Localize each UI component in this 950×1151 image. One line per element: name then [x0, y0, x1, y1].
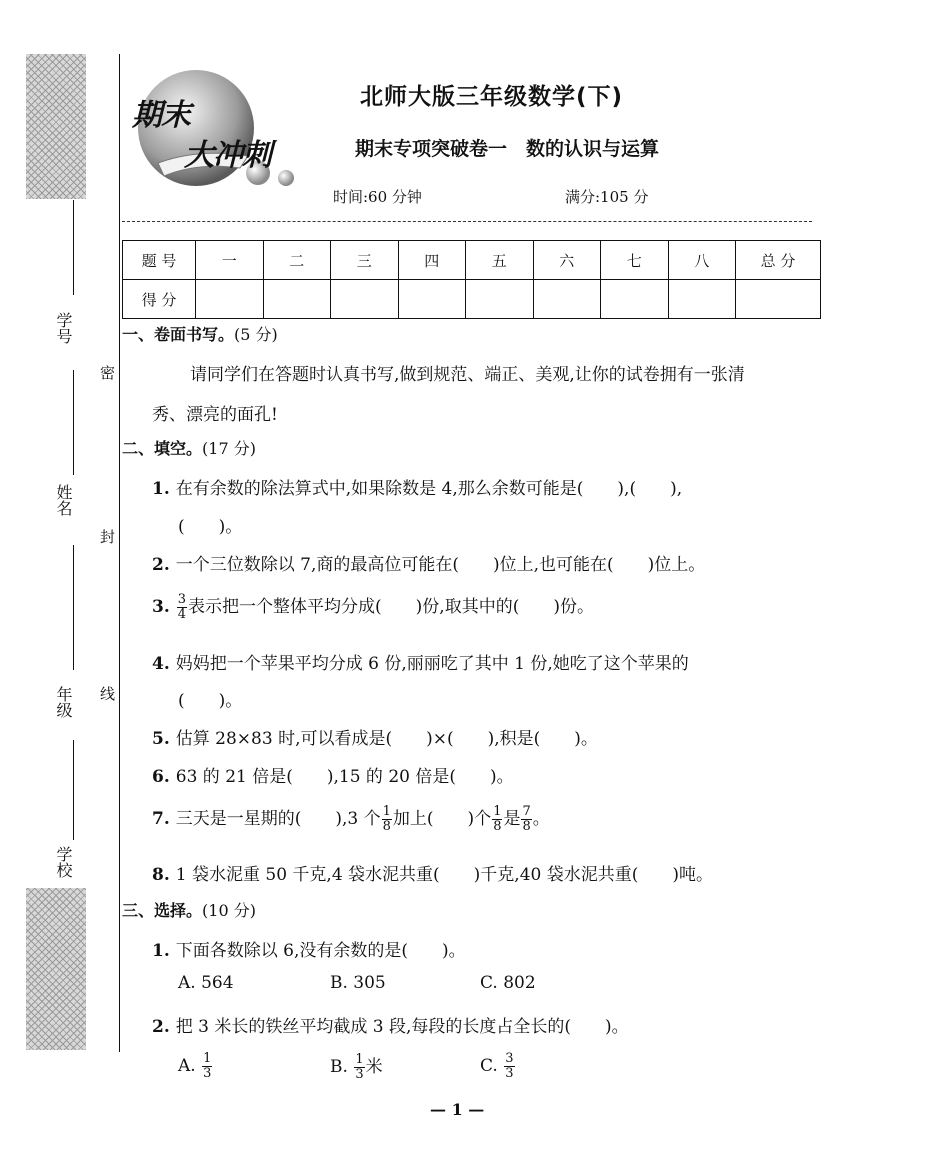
- fraction: [382, 805, 392, 834]
- denominator: 3: [203, 1066, 212, 1081]
- section-1-heading: [122, 322, 278, 345]
- numerator: 1: [203, 1051, 212, 1066]
- question-number: 4.: [152, 654, 170, 674]
- question-2-8: [152, 860, 713, 885]
- score-cell[interactable]: [533, 280, 601, 319]
- seal-char-xian: 线: [100, 685, 116, 703]
- score-cell[interactable]: [601, 280, 669, 319]
- score-cell[interactable]: [736, 280, 821, 319]
- blank-line-2: [73, 370, 74, 475]
- page-title: 北师大版三年级数学(下): [360, 84, 624, 110]
- option-c[interactable]: C. 802: [480, 973, 536, 993]
- section-2-heading: [122, 436, 256, 459]
- unit: 米: [365, 1057, 383, 1077]
- score-cell[interactable]: [668, 280, 736, 319]
- section-3-title: 三、选择。: [122, 901, 203, 920]
- numerator: 1: [355, 1052, 364, 1067]
- question-2-4-cont: ( )。: [178, 691, 243, 711]
- denominator: 3: [355, 1067, 364, 1082]
- fraction: [354, 1053, 364, 1082]
- label-name: 姓名: [54, 484, 73, 516]
- blank-line-1: [73, 200, 74, 295]
- option-b[interactable]: B. 305: [330, 973, 386, 993]
- question-text: 把 3 米长的铁丝平均截成 3 段,每段的长度占全长的( )。: [175, 1017, 629, 1037]
- question-text: 估算 28×83 时,可以看成是( )×( ),积是( )。: [175, 729, 598, 749]
- question-number: 2.: [152, 1017, 170, 1037]
- question-text: 表示把一个整体平均分成( )份,取其中的( )份。: [188, 597, 594, 617]
- question-number: 2.: [152, 555, 170, 575]
- denominator: 8: [522, 819, 531, 834]
- denominator: 8: [382, 819, 391, 834]
- question-number: 7.: [152, 809, 170, 829]
- question-3-1: [152, 936, 466, 961]
- question-number: 6.: [152, 767, 170, 787]
- option-c[interactable]: [480, 1052, 516, 1081]
- score-header-cell: 八: [668, 241, 736, 280]
- question-text: 在有余数的除法算式中,如果除数是 4,那么余数可能是( ),( ),: [175, 479, 683, 499]
- section-2-title: 二、填空。: [122, 439, 203, 458]
- label-grade: 年级: [54, 686, 73, 718]
- section-2-points: (17 分): [202, 439, 256, 458]
- binding-line: [119, 54, 120, 1052]
- question-text: 1 袋水泥重 50 千克,4 袋水泥共重( )千克,40 袋水泥共重( )吨。: [175, 865, 714, 885]
- exam-full-score: 满分:105 分: [565, 188, 649, 206]
- section-1-text-1: 请同学们在答题时认真书写,做到规范、端正、美观,让你的试卷拥有一张清: [190, 365, 745, 385]
- fraction: [177, 593, 187, 622]
- section-1-text-2: 秀、漂亮的面孔!: [152, 405, 278, 425]
- score-table-header-row: [123, 241, 821, 280]
- score-header-cell: 五: [466, 241, 534, 280]
- option-label: B.: [330, 1057, 348, 1077]
- score-header-cell: 六: [533, 241, 601, 280]
- logo-text-2: 大冲刺: [184, 138, 271, 173]
- denominator: 4: [177, 607, 187, 622]
- blank-line-3: [73, 545, 74, 670]
- page-number: — 1 —: [430, 1100, 485, 1119]
- question-2-1: [152, 474, 682, 499]
- numerator: 3: [177, 592, 187, 607]
- fraction: [492, 805, 502, 834]
- score-cell[interactable]: [466, 280, 534, 319]
- score-cell[interactable]: [263, 280, 331, 319]
- question-text: 是: [503, 809, 521, 829]
- numerator: 1: [382, 804, 391, 819]
- blank-line-4: [73, 740, 74, 840]
- question-number: 3.: [152, 597, 170, 617]
- question-text: 妈妈把一个苹果平均分成 6 份,丽丽吃了其中 1 份,她吃了这个苹果的: [175, 654, 689, 674]
- option-a[interactable]: A. 564: [178, 973, 234, 993]
- section-1-title: 一、卷面书写。: [122, 325, 235, 344]
- option-b[interactable]: [330, 1052, 383, 1082]
- score-header-cell: 一: [196, 241, 264, 280]
- score-header-cell: 三: [331, 241, 399, 280]
- logo-text-1: 期末: [132, 98, 190, 133]
- score-header-cell: 四: [398, 241, 466, 280]
- fraction: [202, 1052, 212, 1081]
- question-text: 三天是一星期的( ),3 个: [175, 809, 381, 829]
- question-2-7: [152, 804, 550, 834]
- question-2-2: [152, 550, 705, 575]
- score-header-cell: 二: [263, 241, 331, 280]
- score-table-score-row: [123, 280, 821, 319]
- option-label: C.: [480, 1056, 498, 1076]
- page-subtitle: 期末专项突破卷一 数的认识与运算: [355, 138, 660, 160]
- score-cell[interactable]: [331, 280, 399, 319]
- score-header-cell: 题 号: [123, 241, 196, 280]
- score-row-label: 得 分: [123, 280, 196, 319]
- fraction: [521, 805, 531, 834]
- seal-char-feng: 封: [100, 528, 116, 546]
- question-2-3: [152, 592, 594, 622]
- question-number: 1.: [152, 941, 170, 961]
- question-text: 63 的 21 倍是( ),15 的 20 倍是( )。: [175, 767, 514, 787]
- option-label: A.: [178, 1056, 196, 1076]
- binding-pattern-top: [26, 54, 86, 199]
- section-1-points: (5 分): [234, 325, 278, 344]
- label-school: 学校: [54, 846, 73, 878]
- logo: [128, 68, 303, 193]
- numerator: 3: [505, 1051, 514, 1066]
- option-a[interactable]: [178, 1052, 213, 1081]
- question-3-2: [152, 1012, 629, 1037]
- numerator: 7: [522, 804, 531, 819]
- question-2-5: [152, 724, 598, 749]
- question-number: 5.: [152, 729, 170, 749]
- section-3-points: (10 分): [202, 901, 256, 920]
- question-number: 8.: [152, 865, 170, 885]
- question-2-1-cont: ( )。: [178, 517, 243, 537]
- label-student-id: 学号: [54, 312, 73, 344]
- denominator: 8: [493, 819, 502, 834]
- question-2-4: [152, 649, 689, 674]
- seal-char-mi: 密: [100, 364, 116, 382]
- question-number: 1.: [152, 479, 170, 499]
- header-divider: [122, 221, 812, 222]
- question-2-6: [152, 762, 514, 787]
- fraction: [504, 1052, 514, 1081]
- section-3-heading: [122, 898, 256, 921]
- binding-pattern-bottom: [26, 888, 86, 1050]
- score-header-cell: 总 分: [736, 241, 821, 280]
- score-header-cell: 七: [601, 241, 669, 280]
- denominator: 3: [505, 1066, 514, 1081]
- score-cell[interactable]: [398, 280, 466, 319]
- question-text: 一个三位数除以 7,商的最高位可能在( )位上,也可能在( )位上。: [175, 555, 706, 575]
- question-text: 。: [532, 809, 550, 829]
- question-text: 下面各数除以 6,没有余数的是( )。: [175, 941, 466, 961]
- exam-time: 时间:60 分钟: [333, 188, 422, 206]
- score-cell[interactable]: [196, 280, 264, 319]
- score-table: [122, 240, 821, 319]
- question-text: 加上( )个: [392, 809, 492, 829]
- numerator: 1: [493, 804, 502, 819]
